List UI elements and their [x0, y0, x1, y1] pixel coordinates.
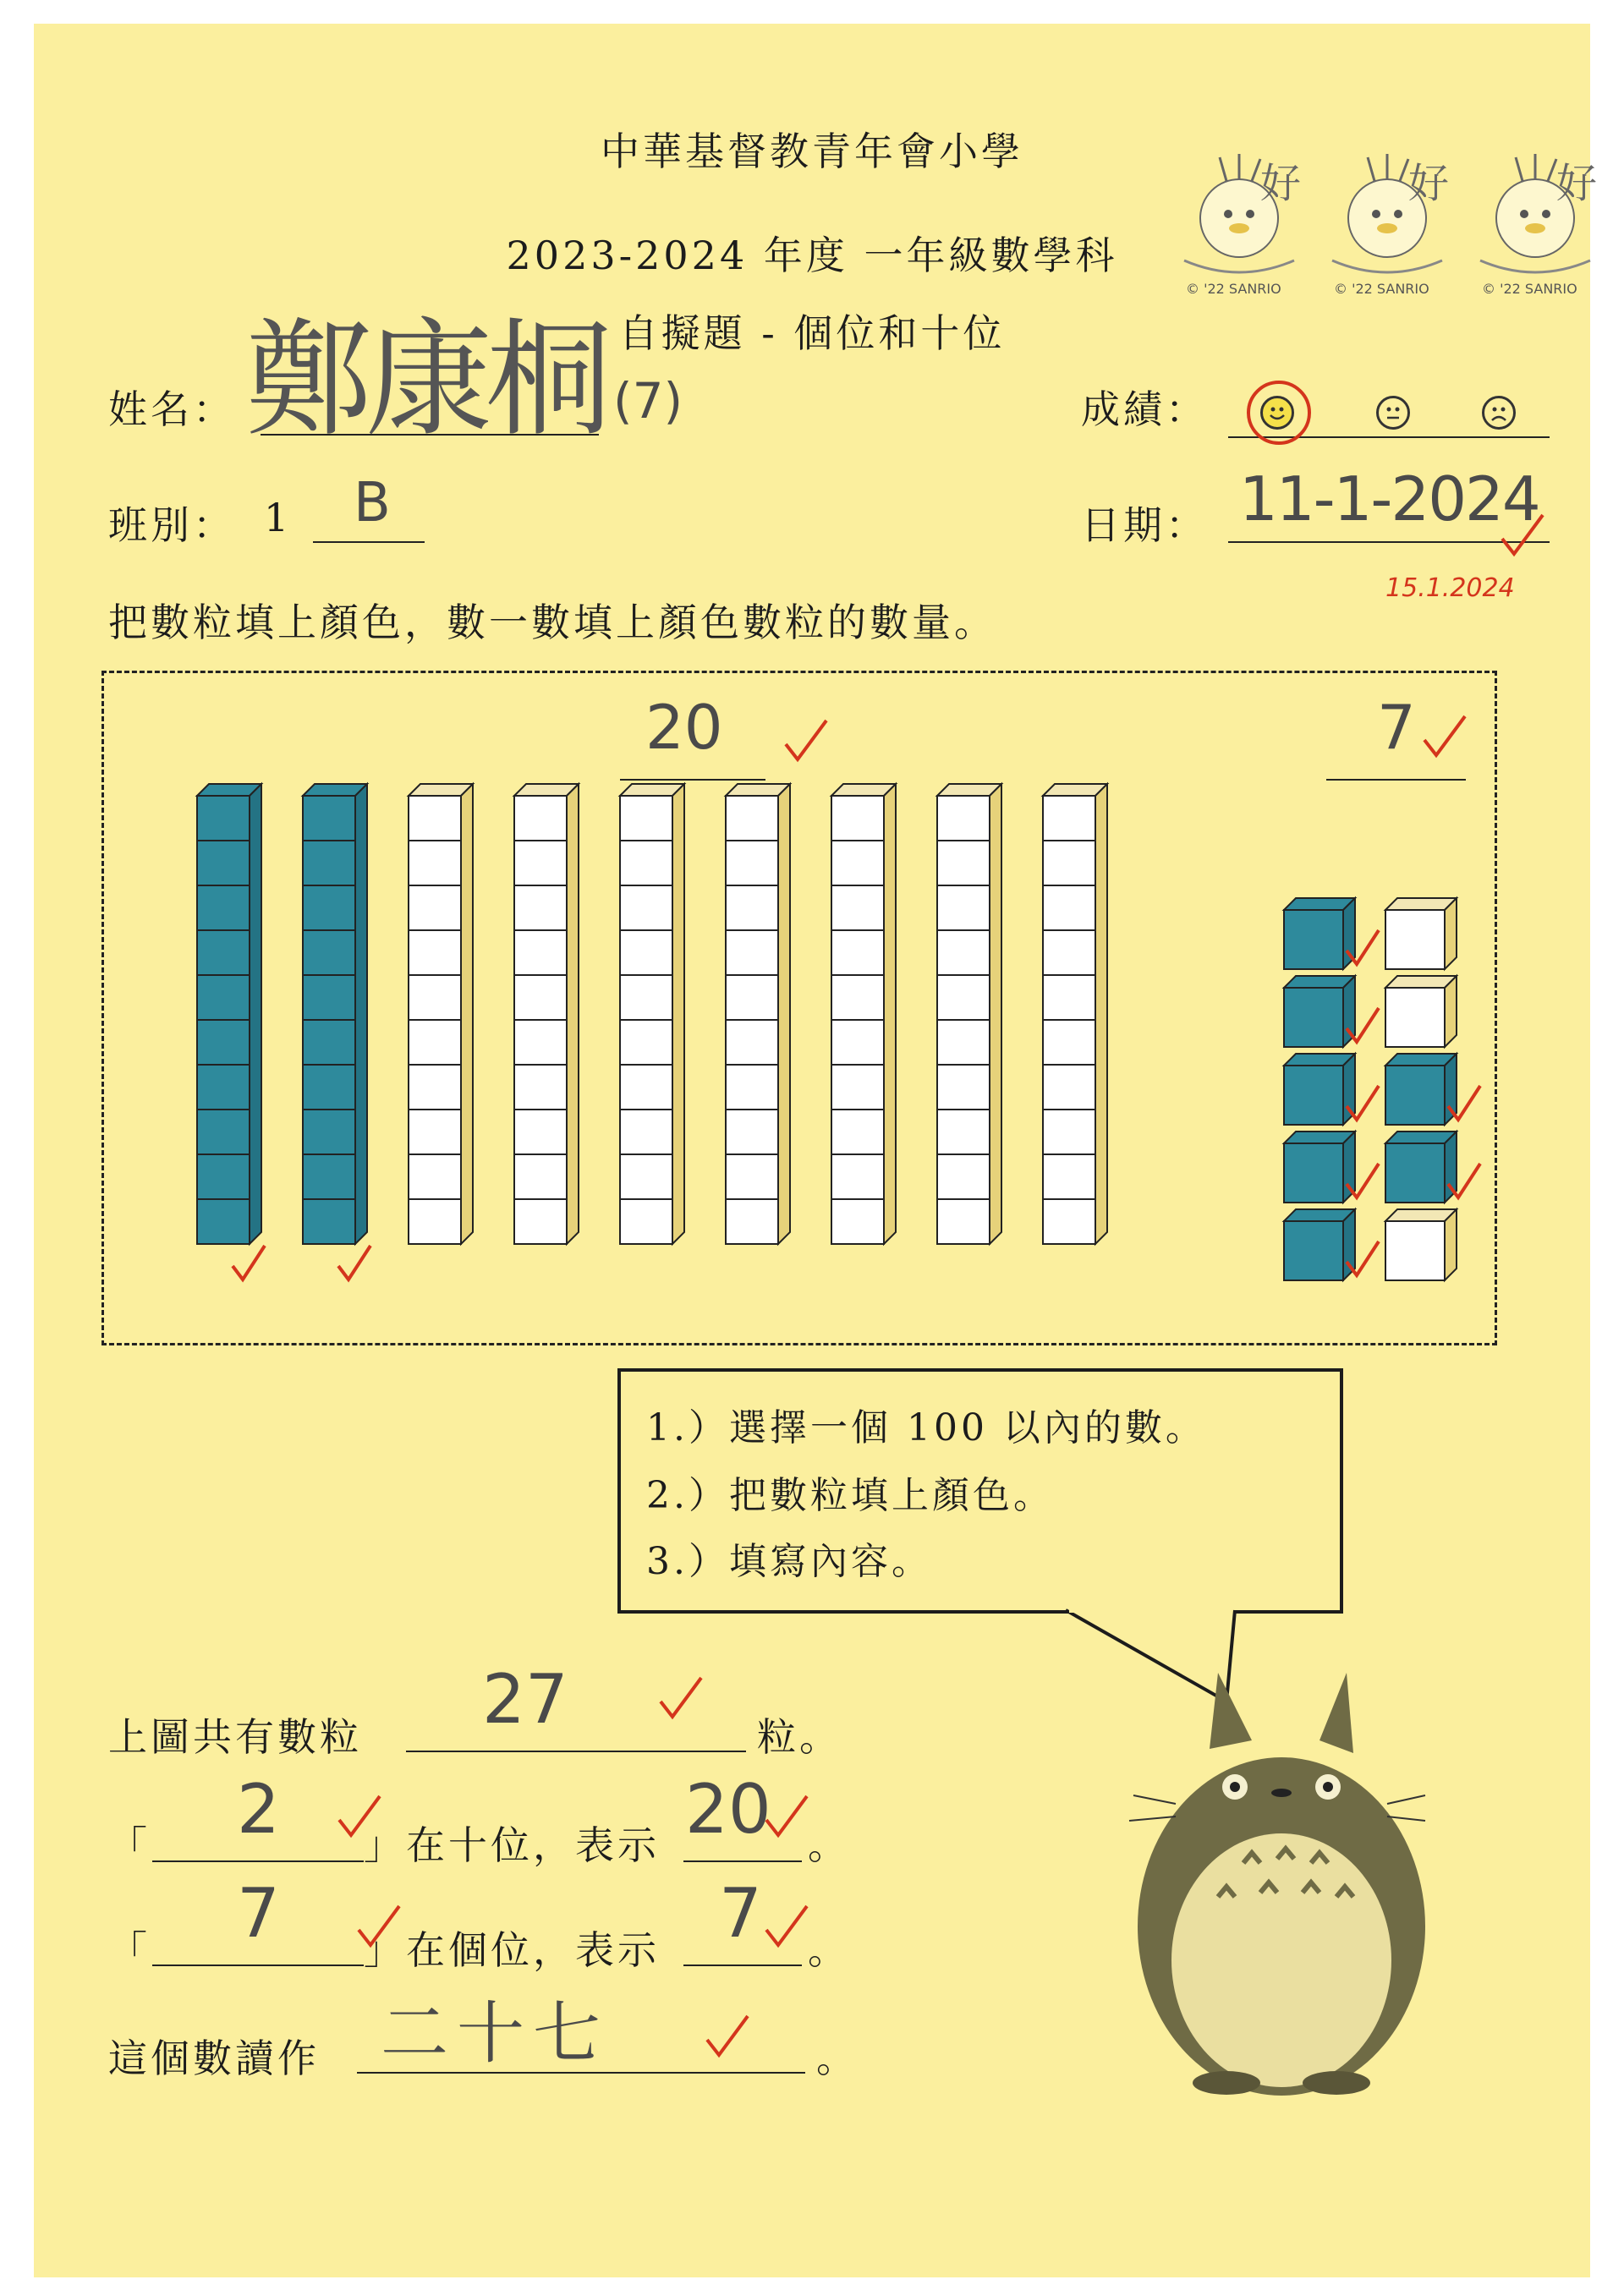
sticker-2-caption: © '22 SANRIO: [1334, 281, 1429, 297]
question-3-open: 「: [108, 1927, 151, 1973]
question-1-prefix: 上圖共有數粒: [108, 1714, 362, 1760]
date-handwriting: 11-1-2024: [1239, 463, 1539, 534]
question-1-check-icon: [656, 1673, 706, 1723]
question-4-answer: 二十七: [381, 1994, 609, 2073]
class-handwriting: B: [354, 472, 391, 534]
base-ten-blocks: [104, 673, 1495, 1343]
question-4-end: 。: [816, 2036, 859, 2081]
sad-face-icon[interactable]: [1482, 396, 1516, 430]
ones-cube[interactable]: [1385, 1054, 1457, 1125]
sticker-2: [1315, 134, 1459, 303]
question-3-answer-b: 7: [719, 1874, 762, 1953]
neutral-face-icon[interactable]: [1376, 396, 1410, 430]
question-3-check-b-icon: [761, 1901, 812, 1952]
school-name: 中華基督教青年會小學: [601, 129, 1023, 174]
callout-item-2: 2.）把數粒填上顏色。: [646, 1474, 1054, 1517]
sticker-1-text: 好: [1260, 160, 1302, 207]
question-3-middle: 」在個位，表示: [364, 1927, 660, 1973]
name-label: 姓名：: [108, 386, 235, 432]
ones-cube[interactable]: [1385, 1209, 1457, 1280]
tens-rod[interactable]: [726, 784, 790, 1244]
tens-rod[interactable]: [409, 784, 473, 1244]
question-4-check-icon: [702, 2011, 753, 2062]
tens-answer: 20: [645, 692, 723, 763]
sticker-3-caption: © '22 SANRIO: [1482, 281, 1577, 297]
tens-rod[interactable]: [514, 784, 579, 1244]
name-handwriting: 鄭康桐: [245, 307, 606, 454]
tens-rod-check-icon: [338, 1246, 370, 1280]
question-1-answer: 27: [482, 1660, 568, 1739]
course-title: 2023-2024 年度 一年級數學科: [506, 233, 1118, 278]
tens-rod-check-icon: [233, 1246, 265, 1280]
class-label: 班別：: [108, 502, 235, 548]
sticker-3-text: 好: [1556, 160, 1598, 207]
tens-rod[interactable]: [937, 784, 1001, 1244]
question-2-end: 。: [808, 1822, 850, 1868]
question-1-suffix: 粒。: [757, 1714, 842, 1760]
sticker-1: [1167, 134, 1311, 303]
ones-answer: 7: [1377, 692, 1416, 763]
sticker-3: [1463, 134, 1607, 303]
tens-rod[interactable]: [197, 784, 261, 1244]
instruction-callout: [617, 1368, 1343, 1614]
worksheet-title: 自擬題 - 個位和十位: [618, 310, 1006, 356]
blocks-box: [102, 671, 1497, 1345]
question-4-prefix: 這個數讀作: [108, 2036, 320, 2081]
tens-rod[interactable]: [620, 784, 684, 1244]
question-2-open: 「: [108, 1822, 151, 1868]
question-2-answer-b: 20: [685, 1770, 771, 1849]
ones-cube[interactable]: [1385, 1132, 1457, 1203]
ones-cube[interactable]: [1284, 976, 1355, 1047]
question-2-middle: 」在十位，表示: [364, 1822, 660, 1868]
class-grade: 1: [264, 495, 293, 540]
question-3-end: 。: [808, 1927, 850, 1973]
check-date: 15.1.2024: [1385, 573, 1515, 603]
date-label: 日期：: [1081, 502, 1208, 548]
sticker-2-text: 好: [1408, 160, 1450, 207]
ones-cube[interactable]: [1385, 898, 1457, 969]
ones-cube[interactable]: [1284, 1132, 1355, 1203]
callout-item-1: 1.）選擇一個 100 以內的數。: [646, 1406, 1206, 1449]
sticker-1-caption: © '22 SANRIO: [1186, 281, 1281, 297]
callout-item-3: 3.）填寫內容。: [646, 1540, 932, 1583]
instruction-text: 把數粒填上顏色，數一數填上顏色數粒的數量。: [108, 600, 996, 645]
worksheet-page: [34, 24, 1598, 2277]
tens-rod[interactable]: [831, 784, 896, 1244]
date-check-icon: [1497, 510, 1548, 561]
sticker-strip: [1167, 134, 1607, 303]
class-number: (7): [613, 372, 683, 430]
tens-rod[interactable]: [303, 784, 367, 1244]
question-3-answer-a: 7: [237, 1874, 280, 1953]
ones-cube[interactable]: [1284, 1209, 1355, 1280]
grade-label: 成績：: [1081, 386, 1208, 432]
tens-rod[interactable]: [1043, 784, 1107, 1244]
question-2-check-b-icon: [761, 1791, 812, 1842]
ones-cube[interactable]: [1284, 898, 1355, 969]
ones-cube[interactable]: [1284, 1054, 1355, 1125]
selected-grade-circle: [1247, 381, 1311, 445]
question-2-answer-a: 2: [237, 1770, 280, 1849]
totoro-icon: [1125, 1656, 1429, 2096]
ones-cube[interactable]: [1385, 976, 1457, 1047]
